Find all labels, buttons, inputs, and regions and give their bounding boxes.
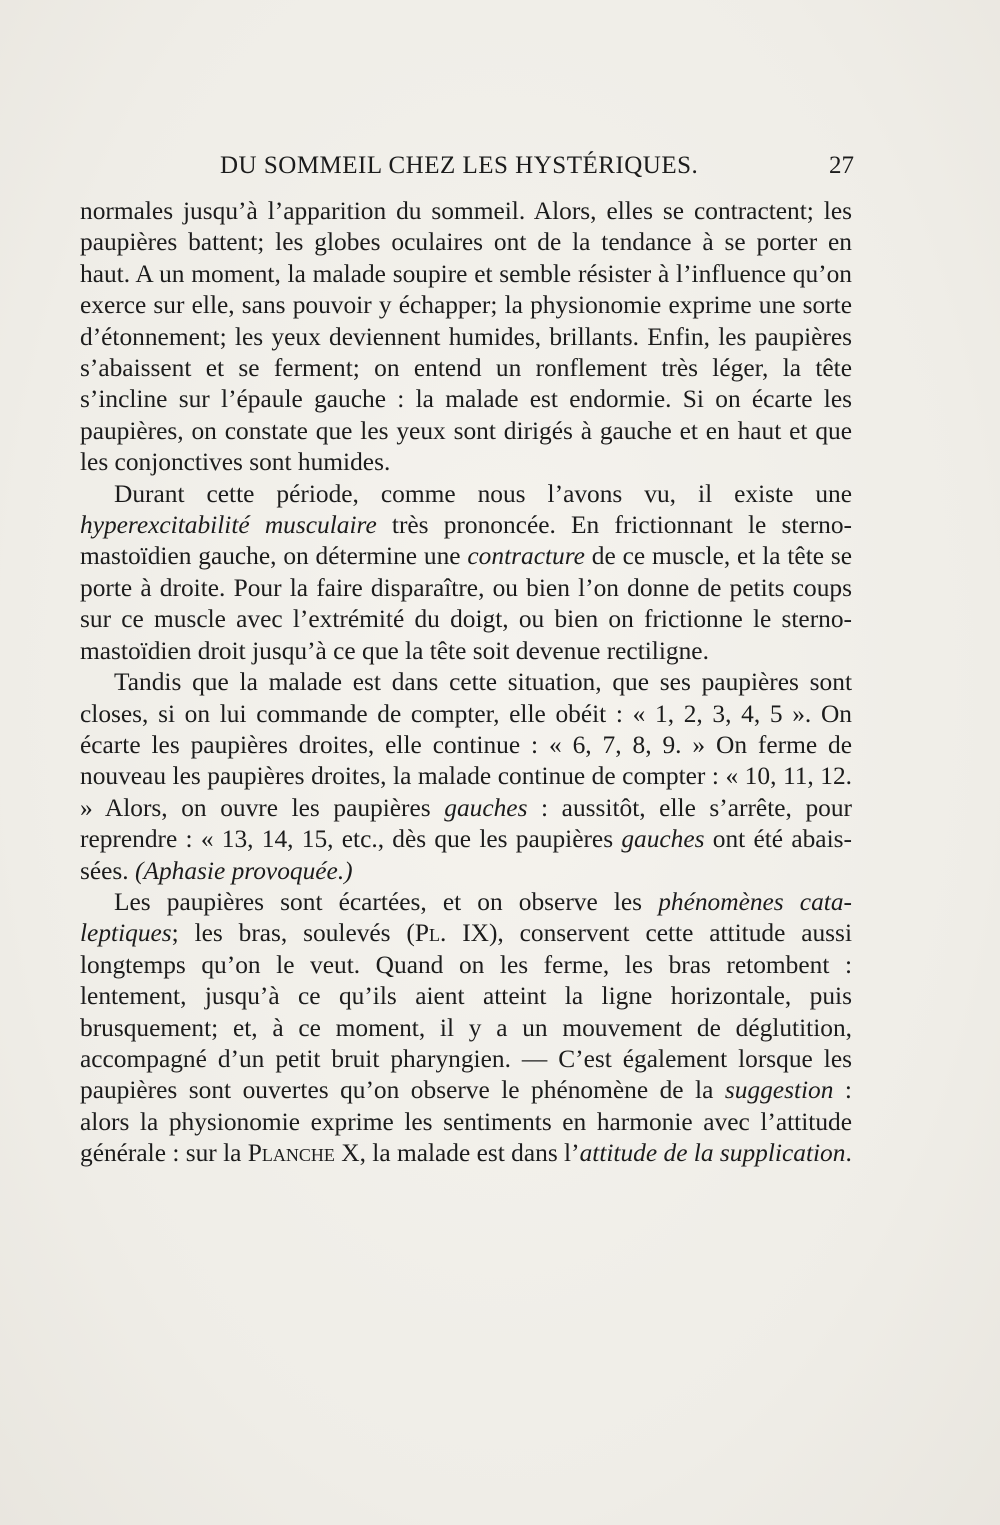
paragraph-4-segment: . <box>845 1139 852 1168</box>
paragraph-4-segment: : alors la physionomie exprime les sentiments en harmonie avec l’attitude générale : sur la <box>80 1076 852 1168</box>
paragraph-3-italic: (Aphasie provoquée.) <box>135 856 353 885</box>
paragraph-4-segment: Les paupières sont écartées, et on observe les <box>114 887 659 916</box>
paragraph-1 <box>80 196 852 479</box>
paragraph-2-segment: de ce muscle, et la tête se porte à droite. Pour la faire disparaître, ou bien l’on donne de petits coups sur ce muscle avec l’extrémité du doigt, ou bien on frictionne le sterno-mastoïdien droit jusqu’à ce que la tête soit devenue rectiligne. <box>80 542 852 665</box>
page-number: 27 <box>829 152 854 179</box>
paragraph-4-segment: IX), conservent cette attitude aussi longtemps qu’on le veut. Quand on les ferme, les bras retombent : lentement, jusqu’à ce qu’ils aient atteint la ligne horizontale, puis brusquement; et, à ce moment, il y a un mouvement de déglutition, accompagné d’un petit bruit pharyngien. — C’est également lorsque les paupières sont ouvertes qu’on observe le phénomène de la <box>80 919 852 1105</box>
paragraph-4 <box>80 887 852 1170</box>
paragraph-4-italic: attitude de la supplication <box>579 1139 846 1168</box>
paragraph-2-italic: hyperexcitabilité musculaire <box>80 511 377 540</box>
paragraph-1-text: normales jusqu’à l’apparition du sommeil. Alors, elles se contractent; les paupières battent; les globes oculaires ont de la tendance à se porter en haut. A un moment, la malade soupire et semble résister à l’influence qu’on exerce sur elle, sans pouvoir y échapper; la physionomie exprime une sorte d’étonnement; les yeux deviennent humides, brillants. Enfin, les paupières s’abaissent et se ferment; on entend un ronflement très léger, la tête s’incline sur l’épaule gauche : la malade est endormie. Si on écarte les paupières, on constate que les yeux sont dirigés à gauche et en haut et que les conjonctives sont humides. <box>80 197 852 477</box>
paragraph-3-segment: Tandis que la malade est dans cette situation, que ses paupières sont closes, si on lui commande de compter, elle obéit : « 1, 2, 3, 4, 5 ». On écarte les paupières droites, elle continue : « 6, 7, 8, 9. » On ferme de nouveau les paupières droites, la malade continue de compter : « 10, 11, 12. » Alors, on ouvre les paupières <box>80 668 852 822</box>
body-text <box>80 196 852 1170</box>
paragraph-3-italic: gauches <box>444 793 528 822</box>
running-title: DU SOMMEIL CHEZ LES HYSTÉRIQUES. <box>220 152 699 179</box>
paragraph-4-segment: ; les bras, soulevés ( <box>171 919 415 948</box>
paragraph-3-segment: : aussitôt, elle s’arrête, pour reprendre : « 13, 14, 15, etc., dès que les paupières <box>80 793 852 854</box>
paragraph-2-segment: Durant cette période, comme nous l’avons vu, il existe une <box>114 479 852 508</box>
paragraph-3 <box>80 667 852 887</box>
paragraph-2-segment: très prononcée. En frictionnant le sterno-mastoïdien gauche, on détermine une <box>80 511 852 571</box>
paragraph-4-italic: suggestion <box>724 1076 834 1105</box>
paragraph-4-smallcaps: Planche <box>247 1139 335 1168</box>
paragraph-3-italic: gauches <box>621 825 705 854</box>
paragraph-2 <box>80 479 852 667</box>
paragraph-4-italic: phénomènes cataleptiques <box>80 887 852 948</box>
paragraph-3-segment: ont été abaissées. <box>80 825 852 885</box>
running-head <box>80 152 852 188</box>
paragraph-4-segment: X, la malade est dans l’ <box>334 1139 580 1168</box>
paragraph-4-smallcaps: Pl. <box>414 919 447 948</box>
paragraph-2-italic: contracture <box>467 542 585 571</box>
